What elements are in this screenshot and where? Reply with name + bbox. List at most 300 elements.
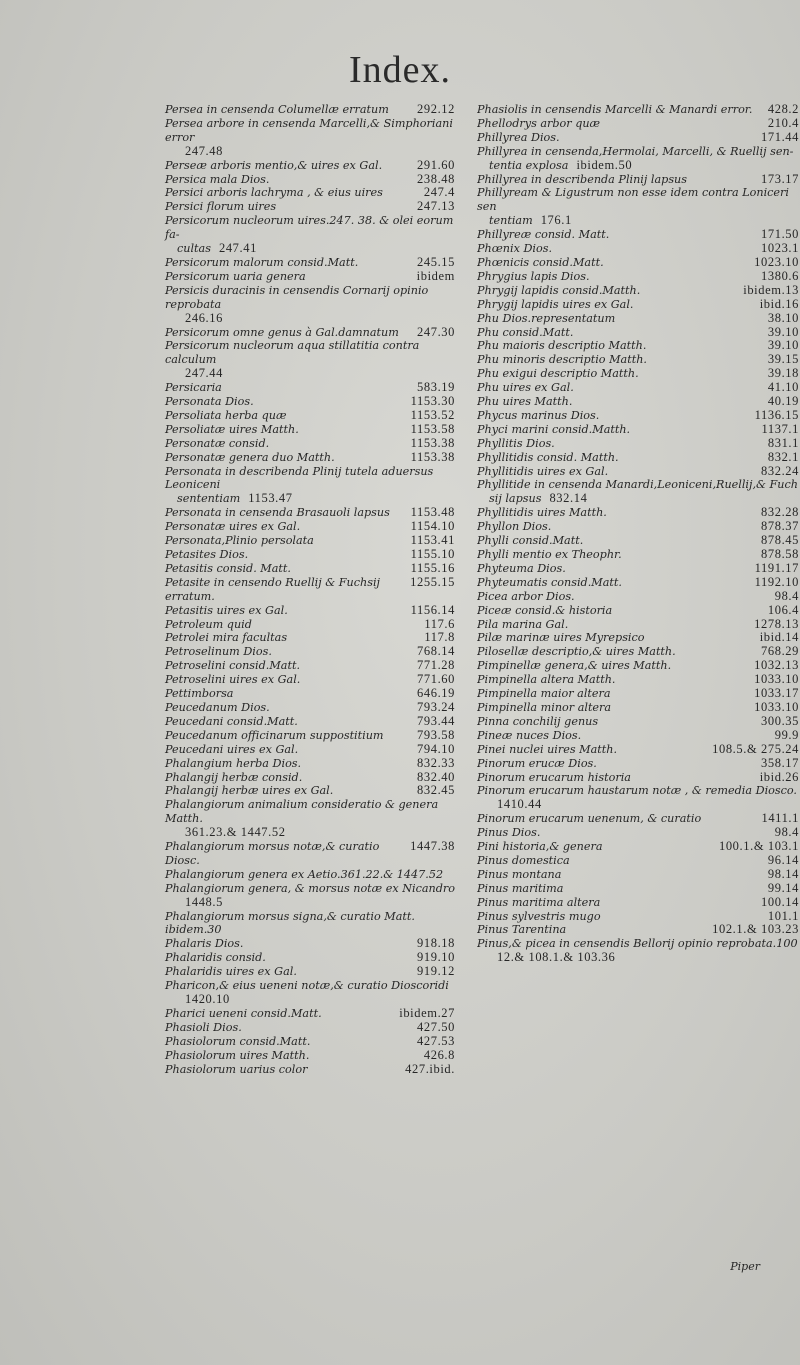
entry-term: Persicorum omne genus à Gal.damnatum: [165, 325, 399, 339]
entry-term: Phasiolorum uarius color: [165, 1062, 308, 1076]
index-entry: [477, 381, 799, 395]
entry-page-ref: 171.44: [761, 129, 799, 144]
entry-term: Phœnix Dios.: [477, 242, 553, 256]
entry-term: Phyllitidis consid. Matth.: [477, 450, 619, 464]
entry-page-ref: 41.10: [767, 380, 799, 395]
entry-page-ref: 918.18: [417, 936, 455, 951]
index-entry: [165, 576, 455, 604]
entry-page-ref: 98.4: [774, 825, 799, 840]
entry-term: Persoliata herba quæ: [165, 408, 287, 422]
entry-page-ref: 39.15: [767, 352, 799, 367]
entry-term: Petasite in censendo Ruellij & Fuchsij erratum.: [165, 575, 381, 603]
entry-term: Pinus maritima: [477, 881, 564, 895]
index-entry: [477, 729, 799, 743]
entry-term: Phrygij lapidis uires ex Gal.: [477, 297, 634, 311]
index-entry: [165, 618, 455, 632]
entry-page-ref: 1033.17: [754, 686, 799, 701]
catchword: Piper: [730, 1260, 760, 1273]
entry-page-ref: 583.19: [417, 380, 455, 395]
index-entry: [477, 117, 799, 131]
entry-page-ref: 98.14: [767, 866, 799, 881]
entry-term: Phellodrys arbor quæ: [477, 116, 601, 130]
entry-term: Phasiolorum uires Matth.: [165, 1048, 310, 1062]
index-entry: [477, 534, 799, 548]
index-entry: [477, 353, 799, 367]
index-entry: [165, 840, 455, 868]
index-entry: [165, 1035, 455, 1049]
entry-term: Phyllitidis uires ex Gal.: [477, 464, 609, 478]
entry-term: Personata in describenda Plinij tutela aduersus Leoniceni: [165, 464, 434, 492]
entry-page-ref: 1137.1: [761, 421, 799, 436]
index-entry: [477, 423, 799, 437]
entry-term: Phalaridis consid.: [165, 951, 266, 965]
index-entry: [477, 242, 799, 256]
index-entry: [165, 784, 455, 798]
entry-continuation: sententiam: [177, 492, 241, 506]
index-entry: [477, 284, 799, 298]
entry-page-ref: 427.50: [417, 1019, 455, 1034]
entry-term: Pini historia,& genera: [477, 840, 603, 854]
index-entry: [165, 729, 455, 743]
entry-term: Pinei nuclei uires Matth.: [477, 742, 618, 756]
entry-page-ref: 427.ibid.: [405, 1061, 455, 1076]
entry-term: Petasitis consid. Matt.: [165, 561, 291, 575]
entry-page-ref: 1023.10: [754, 254, 799, 269]
index-entry: [477, 270, 799, 284]
entry-page-ref: ibid.16: [759, 296, 799, 311]
entry-page-ref: 768.14: [417, 644, 455, 659]
entry-page-ref: 96.14: [767, 852, 799, 867]
index-entry: [165, 645, 455, 659]
index-entry: [477, 173, 799, 187]
entry-page-ref: 428.2: [767, 103, 799, 116]
entry-term: Pinorum erucæ Dios.: [477, 756, 597, 770]
entry-page-ref: 108.5.& 275.24: [712, 741, 799, 756]
entry-page-ref: 426.8: [423, 1047, 455, 1062]
entry-term: Pinorum erucarum haustarum notæ , & remedia Diosco.: [477, 784, 797, 798]
entry-continuation: 247.48: [185, 143, 223, 158]
entry-term: Phillyreæ consid. Matt.: [477, 228, 610, 242]
index-entry: [165, 604, 455, 618]
entry-term: Peucedanum Dios.: [165, 700, 270, 714]
index-entry: [165, 284, 455, 326]
entry-page-ref: 793.58: [417, 727, 455, 742]
entry-term: Pineæ nuces Dios.: [477, 728, 582, 742]
entry-term: Phrygius lapis Dios.: [477, 269, 590, 283]
entry-page-ref: 300.35: [761, 713, 799, 728]
entry-term: Phu uires Matth.: [477, 395, 573, 409]
entry-page-ref: 831.1: [767, 435, 799, 450]
entry-term: Persicorum uaria genera: [165, 269, 306, 283]
index-entry: [477, 882, 799, 896]
index-entry: [165, 701, 455, 715]
entry-term: Pharicon,& eius ueneni notæ,& curatio Dioscoridi: [165, 979, 449, 993]
index-entry: [165, 103, 455, 117]
entry-term: Pilosellæ descriptio,& uires Matth.: [477, 645, 676, 659]
entry-term: Phylli mentio ex Theophr.: [477, 548, 622, 561]
entry-term: Petroselini uires ex Gal.: [165, 673, 301, 687]
index-entry: [165, 520, 455, 534]
entry-page-ref: 291.60: [417, 157, 455, 172]
entry-page-ref: 100.14: [761, 894, 799, 909]
entry-term: Petrolei mira facultas: [165, 631, 288, 645]
entry-page-ref: 238.48: [417, 171, 455, 186]
entry-term: Personata,Plinio persolata: [165, 534, 314, 548]
entry-page-ref: 38.10: [767, 310, 799, 325]
index-entry: [477, 186, 799, 228]
entry-page-ref: 1136.15: [754, 407, 799, 422]
entry-term: Pinus Tarentina: [477, 923, 567, 937]
index-entry: [165, 937, 455, 951]
entry-term: Phyllon Dios.: [477, 520, 552, 534]
entry-term: Phillyrea in describenda Plinij lapsus: [477, 172, 688, 186]
entry-term: Phu Dios.representatum: [477, 311, 616, 325]
index-entry: [477, 840, 799, 854]
index-entry: [165, 979, 455, 1007]
entry-term: Pettimborsa: [165, 687, 234, 701]
entry-term: Pimpinella altera Matth.: [477, 673, 616, 687]
entry-term: Pinus sylvestris mugo: [477, 909, 601, 923]
entry-term: Phœnicis consid.Matt.: [477, 255, 604, 269]
index-entry: [165, 951, 455, 965]
entry-continuation: 12.& 108.1.& 103.36: [497, 950, 616, 965]
entry-page-ref: 1192.10: [754, 574, 799, 589]
entry-continuation: 1420.10: [185, 992, 230, 1006]
entry-term: Phu exigui descriptio Matth.: [477, 367, 639, 381]
entry-continuation: 247.44: [185, 366, 223, 381]
entry-page-ref: 99.9: [774, 727, 799, 742]
entry-term: Peucedanum officinarum suppostitium: [165, 728, 384, 742]
entry-term: Phylli consid.Matt.: [477, 534, 584, 548]
index-entry: [477, 854, 799, 868]
entry-term: Phu uires ex Gal.: [477, 381, 574, 395]
entry-page-ref: 427.53: [417, 1033, 455, 1048]
index-entry: [477, 103, 799, 117]
index-entry: [477, 868, 799, 882]
entry-page-ref: 878.45: [761, 533, 799, 548]
entry-term: Personatæ genera duo Matth.: [165, 450, 335, 464]
entry-term: Peucedani uires ex Gal.: [165, 742, 299, 756]
entry-page-ref: 1380.6: [761, 268, 799, 283]
entry-page-ref: ibid.14: [759, 630, 799, 645]
index-entry: [477, 631, 799, 645]
entry-page-ref: 247.41: [218, 241, 257, 256]
entry-term: Phalangij herbæ uires ex Gal.: [165, 784, 334, 798]
index-entry: [165, 757, 455, 771]
index-entry: [477, 645, 799, 659]
entry-term: Phasioli Dios.: [165, 1020, 242, 1034]
index-entry: [477, 326, 799, 340]
index-entry: [165, 548, 455, 562]
entry-page-ref: ibidem.50: [576, 157, 633, 172]
index-entry: [165, 437, 455, 451]
entry-page-ref: 1153.52: [410, 407, 455, 422]
entry-page-ref: 646.19: [417, 686, 455, 701]
index-entry: [165, 256, 455, 270]
index-entry: [165, 659, 455, 673]
entry-page-ref: 358.17: [761, 755, 799, 770]
entry-continuation: sij lapsus: [489, 492, 542, 506]
entry-term: Petroselinum Dios.: [165, 645, 272, 659]
entry-page-ref: 832.1: [767, 449, 799, 464]
entry-term: Phillyrea Dios.: [477, 130, 560, 144]
entry-term: Pimpinella maior altera: [477, 687, 611, 701]
index-entry: [477, 409, 799, 423]
entry-term: Phu maioris descriptio Matth.: [477, 339, 647, 353]
entry-page-ref: ibidem.13: [743, 282, 799, 297]
entry-page-ref: 832.24: [761, 463, 799, 478]
index-entry: [165, 798, 455, 840]
index-entry: [477, 548, 799, 562]
index-column-left: [165, 103, 455, 1076]
entry-term: Pilæ marinæ uires Myrepsico: [477, 631, 645, 645]
entry-page-ref: 1033.10: [754, 672, 799, 687]
index-entry: [165, 1007, 455, 1021]
entry-page-ref: 1153.38: [410, 449, 455, 464]
entry-page-ref: 1023.1: [761, 241, 799, 256]
entry-term: Phillyrea in censenda,Hermolai, Marcelli, & Ruellij sen-: [477, 144, 794, 158]
index-entry: [477, 743, 799, 757]
entry-term: Phasiolis in censendis Marcelli & Manardi error.: [477, 103, 753, 116]
entry-term: Perseæ arboris mentio,& uires ex Gal.: [165, 158, 383, 172]
entry-term: Phyllitide in censenda Manardi,Leoniceni,Ruellij,& Fuch: [477, 478, 798, 492]
entry-page-ref: 245.15: [417, 254, 455, 269]
entry-term: Persici florum uires: [165, 200, 277, 214]
index-entry: [477, 923, 799, 937]
entry-term: Pimpinellæ genera,& uires Matth.: [477, 659, 672, 673]
entry-page-ref: 1153.38: [410, 435, 455, 450]
entry-term: Phalaridis uires ex Gal.: [165, 965, 297, 979]
index-entry: [477, 562, 799, 576]
index-entry: [165, 409, 455, 423]
entry-term: Phycus marinus Dios.: [477, 408, 600, 422]
entry-term: Phyllitis Dios.: [477, 436, 555, 450]
index-entry: [477, 298, 799, 312]
entry-term: Pharici ueneni consid.Matt.: [165, 1006, 322, 1020]
entry-page-ref: ibidem: [416, 268, 455, 283]
entry-page-ref: 1153.48: [410, 505, 455, 520]
entry-page-ref: 102.1.& 103.23: [712, 922, 799, 937]
entry-page-ref: 39.10: [767, 324, 799, 339]
entry-continuation: tentia explosa: [489, 158, 569, 172]
entry-page-ref: 1447.38: [410, 839, 455, 854]
entry-page-ref: 1255.15: [410, 574, 455, 589]
entry-page-ref: 1153.41: [410, 533, 455, 548]
index-entry: [477, 131, 799, 145]
index-entry: [477, 604, 799, 618]
entry-term: Personatæ consid.: [165, 436, 270, 450]
entry-page-ref: 247.30: [417, 324, 455, 339]
index-entry: [165, 117, 455, 159]
index-entry: [477, 339, 799, 353]
entry-term: Phyllitidis uires Matth.: [477, 506, 607, 520]
entry-term: Persicorum malorum consid.Matt.: [165, 255, 359, 269]
entry-page-ref: 878.37: [761, 519, 799, 534]
entry-page-ref: 1191.17: [754, 560, 799, 575]
index-entry: [165, 882, 455, 910]
entry-page-ref: 1156.14: [410, 602, 455, 617]
entry-continuation: cultas: [177, 242, 211, 256]
index-entry: [165, 159, 455, 173]
index-entry: [165, 465, 455, 507]
entry-term: Peucedani consid.Matt.: [165, 714, 298, 728]
entry-page-ref: 173.17: [761, 171, 799, 186]
entry-page-ref: 98.4: [774, 588, 799, 603]
entry-term: Pinus Dios.: [477, 826, 541, 840]
index-entry: [165, 868, 455, 882]
entry-page-ref: 832.28: [761, 505, 799, 520]
index-entry: [165, 562, 455, 576]
entry-page-ref: 1153.58: [410, 421, 455, 436]
index-entry: [477, 673, 799, 687]
index-entry: [165, 270, 455, 284]
entry-page-ref: 1033.10: [754, 699, 799, 714]
entry-page-ref: 106.4: [767, 602, 799, 617]
index-entry: [477, 937, 799, 965]
entry-page-ref: 1032.13: [754, 658, 799, 673]
index-entry: [165, 715, 455, 729]
entry-page-ref: 39.18: [767, 366, 799, 381]
entry-term: Piceæ consid.& historia: [477, 603, 613, 617]
entry-page-ref: 794.10: [417, 741, 455, 756]
entry-page-ref: 40.19: [767, 394, 799, 409]
entry-term: Persicis duracinis in censendis Cornarij opinio reprobata: [165, 283, 429, 311]
index-entry: [477, 771, 799, 785]
entry-term: Picea arbor Dios.: [477, 589, 575, 603]
index-entry: [477, 312, 799, 326]
entry-page-ref: 832.45: [417, 783, 455, 798]
entry-term: Phalangium herba Dios.: [165, 756, 302, 770]
index-entry: [477, 896, 799, 910]
index-entry: [477, 757, 799, 771]
entry-term: Phrygij lapidis consid.Matth.: [477, 283, 641, 297]
entry-term: Pinus,& picea in censendis Bellorij opinio reprobata.100: [477, 937, 798, 951]
entry-page-ref: 771.28: [417, 658, 455, 673]
entry-term: Pimpinella minor altera: [477, 700, 612, 714]
index-entry: [477, 465, 799, 479]
entry-term: Persicorum nucleorum aqua stillatitia contra calculum: [165, 339, 420, 367]
index-entry: [477, 715, 799, 729]
index-entry: [477, 228, 799, 242]
index-entry: [477, 701, 799, 715]
entry-page-ref: 832.33: [417, 755, 455, 770]
index-entry: [165, 1021, 455, 1035]
entry-term: Persicaria: [165, 381, 222, 395]
entry-page-ref: 210.4: [767, 115, 799, 130]
index-entry: [477, 478, 799, 506]
index-entry: [165, 200, 455, 214]
entry-page-ref: 1153.47: [248, 491, 293, 506]
entry-term: Phu minoris descriptio Matth.: [477, 353, 647, 367]
index-entry: [165, 673, 455, 687]
entry-term: Phu consid.Matt.: [477, 325, 574, 339]
index-entry: [477, 590, 799, 604]
index-entry: [477, 437, 799, 451]
index-entry: [165, 1049, 455, 1063]
index-entry: [477, 659, 799, 673]
entry-term: Phalangiorum animalium consideratio & genera Matth.: [165, 798, 439, 826]
entry-term: Petasites Dios.: [165, 548, 249, 561]
index-entry: [165, 534, 455, 548]
entry-term: Persicorum nucleorum uires.247. 38. & olei eorum fa-: [165, 214, 454, 242]
entry-page-ref: ibid.26: [759, 769, 799, 784]
entry-page-ref: 919.12: [417, 964, 455, 979]
entry-page-ref: ibidem.27: [399, 1005, 455, 1020]
index-entry: [165, 381, 455, 395]
index-entry: [477, 451, 799, 465]
index-entry: [165, 910, 455, 938]
entry-term: Pinorum erucarum uenenum, & curatio: [477, 812, 702, 826]
index-entry: [477, 576, 799, 590]
entry-term: Personatæ uires ex Gal.: [165, 520, 301, 534]
index-entry: [477, 256, 799, 270]
entry-term: Persoliatæ uires Matth.: [165, 422, 299, 436]
entry-term: Petroleum quid: [165, 617, 252, 631]
entry-page-ref: 832.14: [549, 491, 588, 506]
entry-page-ref: 768.29: [761, 644, 799, 659]
entry-page-ref: 1153.30: [410, 394, 455, 409]
entry-term: Pinus maritima altera: [477, 895, 601, 909]
index-entry: [165, 214, 455, 256]
index-entry: [477, 395, 799, 409]
entry-term: Persea arbore in censenda Marcelli,& Simphoriani error: [165, 116, 453, 144]
entry-page-ref: 1278.13: [754, 616, 799, 631]
entry-term: Pinus montana: [477, 867, 562, 881]
index-entry: [477, 520, 799, 534]
index-entry: [477, 687, 799, 701]
entry-page-ref: 878.58: [761, 547, 799, 561]
entry-page-ref: 1411.1: [761, 811, 799, 826]
index-entry: [477, 910, 799, 924]
entry-page-ref: 117.8: [424, 630, 455, 645]
index-entry: [477, 784, 799, 812]
index-entry: [477, 145, 799, 173]
entry-page-ref: 247.13: [417, 199, 455, 214]
entry-page-ref: 1154.10: [410, 519, 455, 534]
entry-page-ref: 1155.16: [410, 560, 455, 575]
entry-term: Phalangiorum morsus notæ,& curatio Diosc.: [165, 840, 380, 867]
index-column-right: [477, 103, 799, 965]
index-entry: [165, 423, 455, 437]
index-entry: [165, 506, 455, 520]
entry-page-ref: 771.60: [417, 672, 455, 687]
entry-continuation: 246.16: [185, 310, 223, 325]
entry-page-ref: 176.1: [540, 213, 572, 228]
entry-term: Persea in censenda Columellæ erratum: [165, 103, 389, 116]
index-entry: [165, 1063, 455, 1077]
entry-term: Phalangiorum genera, & morsus notæ ex Nicandro: [165, 881, 455, 895]
index-entry: [477, 506, 799, 520]
page-title: Index.: [348, 49, 452, 91]
entry-term: Personata Dios.: [165, 395, 254, 409]
entry-page-ref: 171.50: [761, 227, 799, 242]
entry-page-ref: 247.4: [423, 185, 455, 200]
index-entry: [165, 965, 455, 979]
entry-term: Pinorum erucarum historia: [477, 770, 631, 784]
entry-term: Phyteuma Dios.: [477, 561, 566, 575]
index-entry: [165, 326, 455, 340]
entry-term: Persica mala Dios.: [165, 172, 270, 186]
index-entry: [165, 631, 455, 645]
index-entry: [165, 186, 455, 200]
entry-term: Petroselini consid.Matt.: [165, 659, 300, 673]
entry-term: Petasitis uires ex Gal.: [165, 603, 288, 617]
entry-page-ref: 793.44: [417, 713, 455, 728]
entry-continuation: 1448.5: [185, 894, 223, 909]
entry-page-ref: 117.6: [424, 616, 455, 631]
entry-page-ref: 99.14: [767, 880, 799, 895]
entry-term: Phalangiorum morsus signa,& curatio Matt. ibidem.30: [165, 909, 415, 937]
